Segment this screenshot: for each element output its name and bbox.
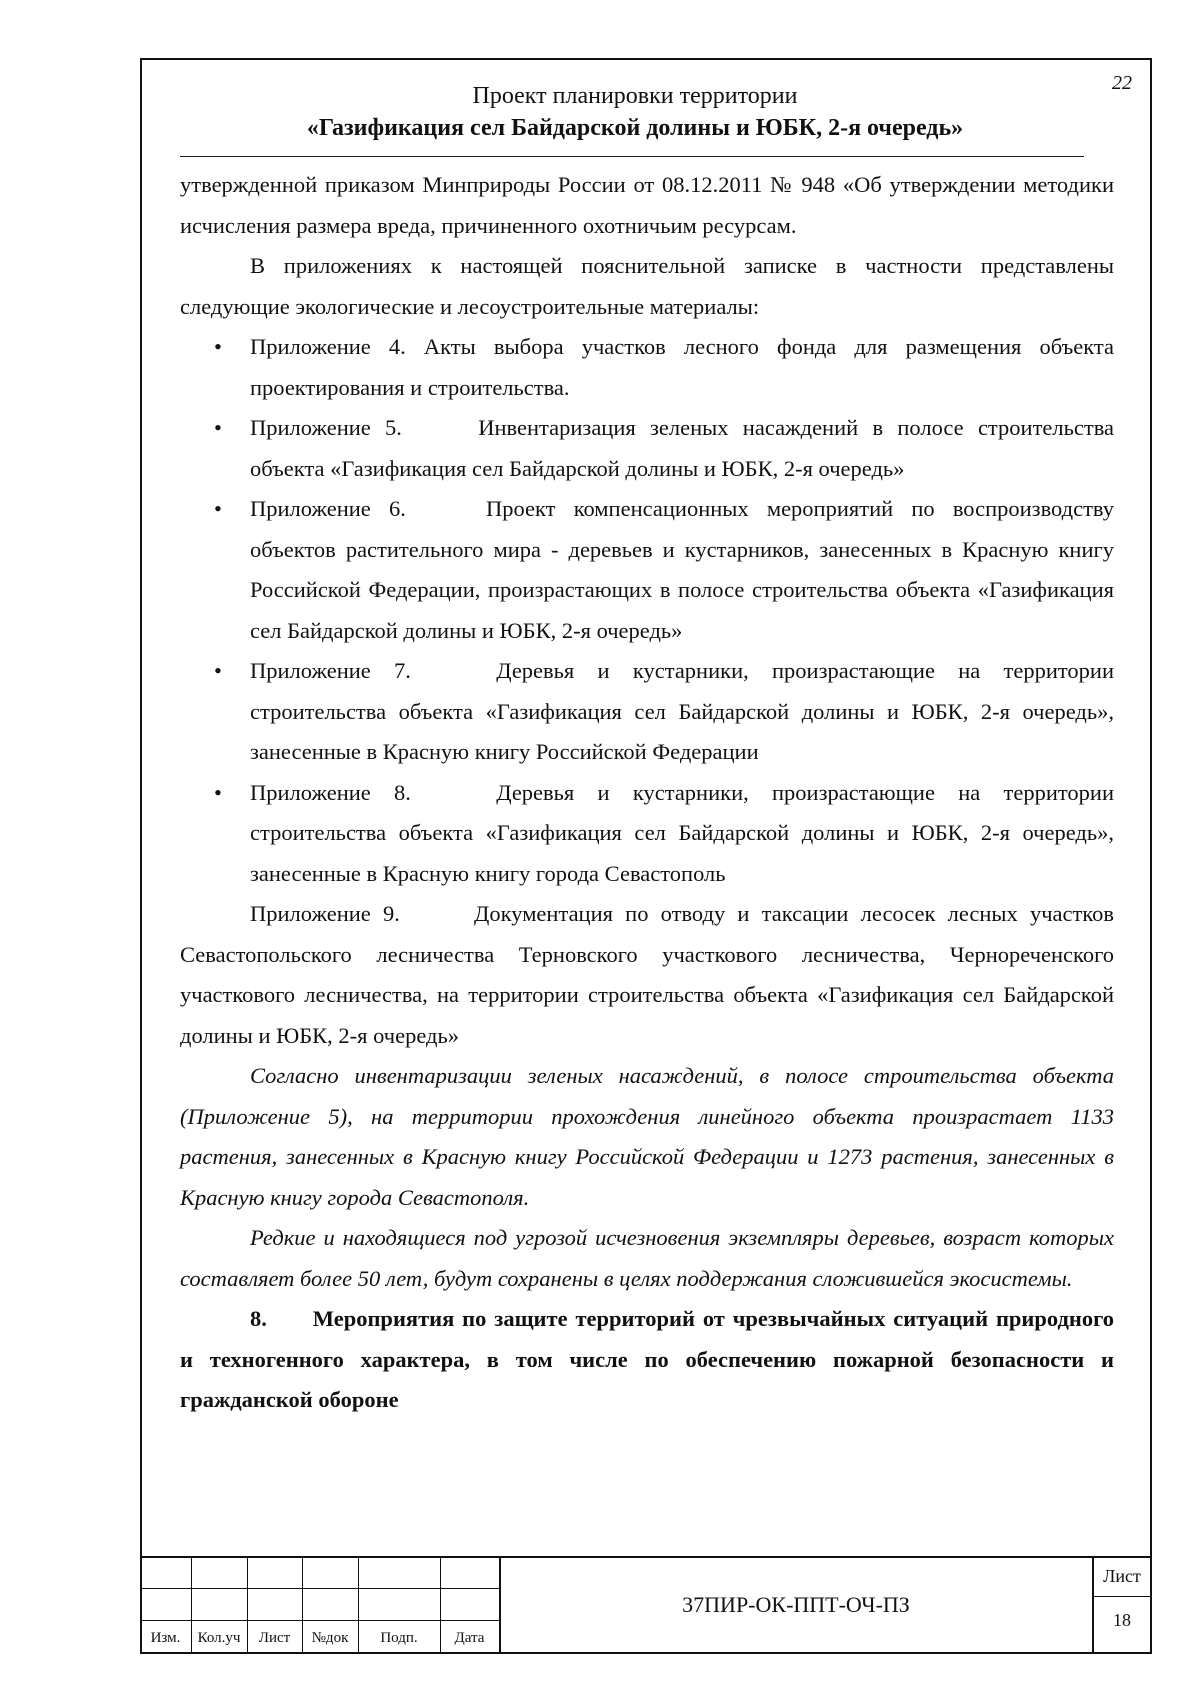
list-item (180, 489, 1114, 651)
appendix-label: Приложение 4. (250, 334, 406, 359)
list-item (180, 327, 1114, 408)
bullet-icon: • (214, 658, 222, 683)
document-code: 37ПИР-ОК-ППТ-ОЧ-ПЗ (682, 1592, 910, 1617)
section-number: 8. (250, 1306, 267, 1331)
stamp-col-label: Дата (454, 1630, 485, 1646)
paragraph-2: В приложениях к настоящей пояснительной записке в частности представлены следующие экологические и лесоустроительные материалы: (180, 253, 1114, 319)
list-item (180, 651, 1114, 773)
appendix-label: Приложение 6. (250, 496, 406, 521)
bullet-icon: • (214, 415, 222, 440)
stamp-top-line (140, 1556, 1152, 1558)
header-subtitle: «Газификация сел Байдарской долины и ЮБК, 2-я очередь» (306, 115, 964, 141)
appendix-text: Проект компенсационных мероприятий по воспроизводству объектов растительного мира - деревьев и кустарников, занесенных в Красную книгу Российской Федерации, произрастающих в полосе строительства объекта «Газификация сел Байдарской долины и ЮБК, 2-я очередь» (250, 496, 1115, 643)
stamp-col-label: Кол.уч (197, 1630, 241, 1646)
header-title: Проект планировки территории (472, 83, 798, 109)
sheet-number: 18 (1113, 1610, 1131, 1630)
appendix-label: Приложение 9. (250, 901, 400, 926)
appendix-label: Приложение 8. (250, 779, 411, 805)
stamp-col-label: №док (311, 1630, 349, 1646)
header-rule (180, 156, 1084, 157)
bullet-icon: • (214, 496, 222, 521)
appendix-text: Инвентаризация зеленых насаждений в полосе строительства объекта «Газификация сел Байдарской долины и ЮБК, 2-я очередь» (250, 415, 1115, 481)
stamp-sheet-line (1092, 1596, 1152, 1597)
italic-paragraph-1: Согласно инвентаризации зеленых насаждений, в полосе строительства объекта (Приложение 5), на территории прохождения линейного объекта произрастает 1133 растения, занесенных в Красную книгу Российской Федерации и 1273 растения, занесенных в Красную книгу города Севастополя. (180, 1063, 1114, 1210)
stamp-col-label: Изм. (150, 1630, 181, 1646)
appendix-text: Документация по отводу и таксации лесосек лесных участков Севастопольского лесничества Терновского участкового лесничества, Чернореченского участкового лесничества, на территории строительства объекта «Газификация сел Байдарской долины и ЮБК, 2-я очередь» (180, 901, 1115, 1048)
stamp-row-line (140, 1588, 500, 1589)
section-heading (180, 1299, 1114, 1421)
appendix-text: Деревья и кустарники, произрастающие на территории строительства объекта «Газификация сел Байдарской долины и ЮБК, 2-я очередь», занесенные в Красную книгу города Севастополь (250, 779, 1115, 886)
italic-paragraph-2: Редкие и находящиеся под угрозой исчезновения экземпляры деревьев, возраст которых составляет более 50 лет, будут сохранены в целях поддержания сложившейся экосистемы. (180, 1225, 1114, 1291)
document-body (180, 165, 1114, 1421)
stamp-col-label: Подп. (380, 1630, 418, 1646)
list-item (180, 408, 1114, 489)
document-header (180, 80, 1090, 144)
bullet-icon: • (214, 334, 222, 359)
list-item (180, 773, 1114, 895)
appendix-text: Деревья и кустарники, произрастающие на территории строительства объекта «Газификация сел Байдарской долины и ЮБК, 2-я очередь», занесенные в Красную книгу Российской Федерации (250, 658, 1115, 764)
paragraph-1: утвержденной приказом Минприроды России от 08.12.2011 № 948 «Об утверждении методики исчисления размера вреда, причиненного охотничьим ресурсам. (180, 172, 1114, 238)
appendix-label: Приложение 5. (250, 415, 402, 440)
sheet-label: Лист (1103, 1566, 1141, 1586)
stamp-col-label: Лист (258, 1630, 291, 1646)
appendix-text: Акты выбора участков лесного фонда для размещения объекта проектирования и строительства. (250, 334, 1114, 400)
section-title: Мероприятия по защите территорий от чрезвычайных ситуаций природного и техногенного характера, в том числе по обеспечению пожарной безопасности и гражданской обороне (180, 1306, 1115, 1412)
bullet-icon: • (214, 779, 222, 805)
page-number: 22 (1112, 72, 1132, 94)
stamp-row-line (140, 1620, 500, 1621)
appendix-label: Приложение 7. (250, 658, 411, 683)
appendix-9-paragraph (180, 894, 1114, 1056)
